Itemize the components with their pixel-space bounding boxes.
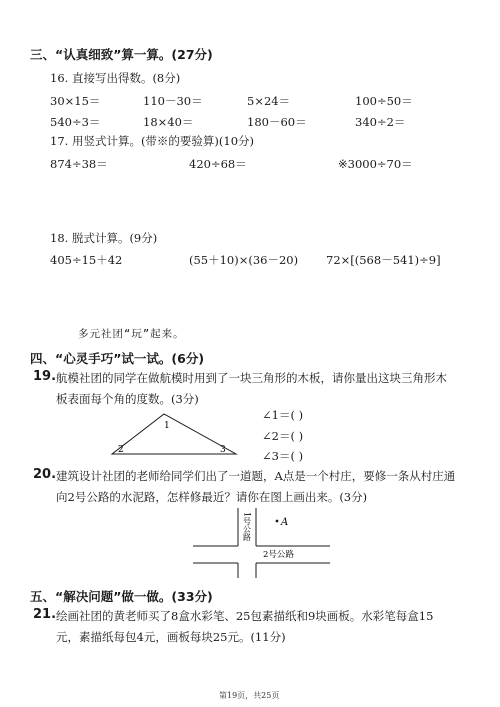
q18-item-2: (55＋10)×(36－20)	[189, 253, 299, 267]
handwriting-note: 多元社团“玩”起来。	[78, 328, 185, 340]
q17-item-1: 874÷38＝	[50, 157, 108, 171]
angle-2-label: 2	[118, 445, 124, 455]
q18-item-3: 72×[(568－541)÷9]	[326, 253, 441, 267]
q19-number: 19.	[33, 369, 57, 384]
q19-line-2: 板表面每个角的度数。(3分)	[56, 392, 199, 406]
section-5-title: 五、“解决问题”做一做。(33分)	[30, 589, 213, 604]
road-map-figure	[193, 508, 330, 578]
q17-item-3: ※3000÷70＝	[338, 157, 413, 171]
q18-label: 18. 脱式计算。(9分)	[50, 231, 158, 245]
angle-1-label: 1	[164, 421, 170, 431]
road-2-label: 2号公路	[263, 550, 294, 560]
q19-line-1: 航模社团的同学在做航模时用到了一块三角形的木板，请你量出这块三角形木	[56, 371, 447, 385]
triangle-shape	[112, 414, 236, 454]
q16-item-2: 110－30＝	[143, 94, 203, 108]
q20-line-2: 向2号公路的水泥路，怎样修最近？请你在图上画出来。(3分)	[56, 490, 368, 504]
village-a-label: A	[281, 517, 289, 528]
q17-label: 17. 用竖式计算。(带※的要验算)(10分)	[50, 134, 255, 148]
road-1-label: 1号公路	[242, 512, 252, 542]
q16-label: 16. 直接写出得数。(8分)	[50, 71, 181, 85]
q18-item-1: 405÷15＋42	[50, 253, 123, 267]
angle-3-answer: ∠3＝( )	[262, 449, 304, 463]
q16-item-6: 18×40＝	[143, 115, 194, 129]
q16-item-7: 180－60＝	[247, 115, 307, 129]
q17-item-2: 420÷68＝	[189, 157, 247, 171]
q21-number: 21.	[33, 607, 57, 622]
q16-item-8: 340÷2＝	[355, 115, 406, 129]
section-4-title: 四、“心灵手巧”试一试。(6分)	[30, 351, 205, 366]
triangle-figure	[100, 404, 240, 462]
q21-line-2: 元，素描纸每包4元，画板每块25元。(11分)	[56, 630, 286, 644]
q16-item-1: 30×15＝	[50, 94, 101, 108]
angle-3-label: 3	[220, 445, 226, 455]
q16-item-4: 100÷50＝	[355, 94, 413, 108]
page-footer: 第19页，共25页	[219, 691, 280, 700]
q16-item-5: 540÷3＝	[50, 115, 101, 129]
q21-line-1: 绘画社团的黄老师买了8盒水彩笔、25包素描纸和9块画板。水彩笔每盒15	[56, 609, 434, 623]
village-point	[276, 520, 279, 523]
angle-2-answer: ∠2＝( )	[262, 429, 304, 443]
q20-number: 20.	[33, 467, 57, 482]
section-3-title: 三、“认真细致”算一算。(27分)	[30, 47, 213, 62]
q16-item-3: 5×24＝	[247, 94, 291, 108]
angle-1-answer: ∠1＝( )	[262, 408, 304, 422]
q20-line-1: 建筑设计社团的老师给同学们出了一道题，A点是一个村庄，要修一条从村庄通	[56, 469, 456, 483]
